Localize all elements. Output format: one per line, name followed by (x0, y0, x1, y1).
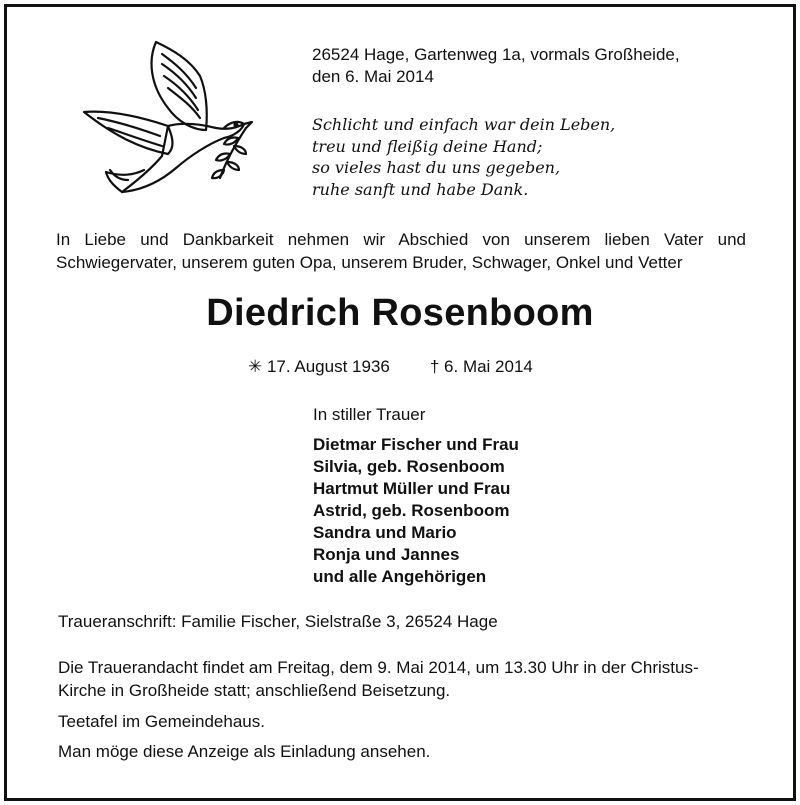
intro-text (56, 228, 746, 274)
mourners-list (313, 434, 519, 588)
mourner-name: Ronja und Jannes (313, 545, 460, 564)
birth-date: ✳ 17. August 1936 (248, 357, 390, 376)
poem (312, 114, 615, 200)
place-date-block (312, 44, 680, 88)
date-line: den 6. Mai 2014 (312, 67, 434, 86)
poem-line: treu und fleißig deine Hand; (312, 136, 543, 156)
poem-line: Schlicht und einfach war dein Leben, (312, 115, 616, 134)
death-date: † 6. Mai 2014 (429, 357, 533, 376)
mourning-address: Traueranschrift: Familie Fischer, Sielstraße 3, 26524 Hage (58, 612, 498, 631)
intro-line: Schwiegervater, unserem guten Opa, unserem Bruder, Schwager, Onkel und Vetter (56, 253, 683, 272)
dove-icon (78, 30, 258, 200)
intro-line: In Liebe und Dankbarkeit nehmen wir Abschied von unserem lieben Vater und (56, 230, 746, 249)
life-dates (248, 357, 533, 377)
deceased-name: Diedrich Rosenboom (206, 292, 594, 334)
poem-line: so vieles hast du uns gegeben, (312, 158, 561, 177)
mourner-name: Sandra und Mario (313, 523, 457, 542)
mourner-name: Silvia, geb. Rosenboom (313, 457, 505, 476)
mourner-name: Hartmut Müller und Frau (313, 479, 511, 498)
poem-line: ruhe sanft und habe Dank. (312, 179, 529, 199)
tea-note: Teetafel im Gemeindehaus. (58, 712, 265, 731)
mourners-heading: In stiller Trauer (313, 405, 426, 424)
mourner-name: Dietmar Fischer und Frau (313, 435, 519, 454)
service-info (58, 657, 699, 702)
invitation-note: Man möge diese Anzeige als Einladung ansehen. (58, 742, 431, 761)
mourner-name: Astrid, geb. Rosenboom (313, 501, 510, 520)
service-line: Die Trauerandacht findet am Freitag, dem 9. Mai 2014, um 13.30 Uhr in der Christus- (58, 658, 699, 677)
mourner-name: und alle Angehörigen (313, 567, 487, 586)
mourners-block (313, 404, 519, 588)
address-line: 26524 Hage, Gartenweg 1a, vormals Großheide, (312, 45, 680, 64)
service-line: Kirche in Großheide statt; anschließend Beisetzung. (58, 680, 451, 700)
